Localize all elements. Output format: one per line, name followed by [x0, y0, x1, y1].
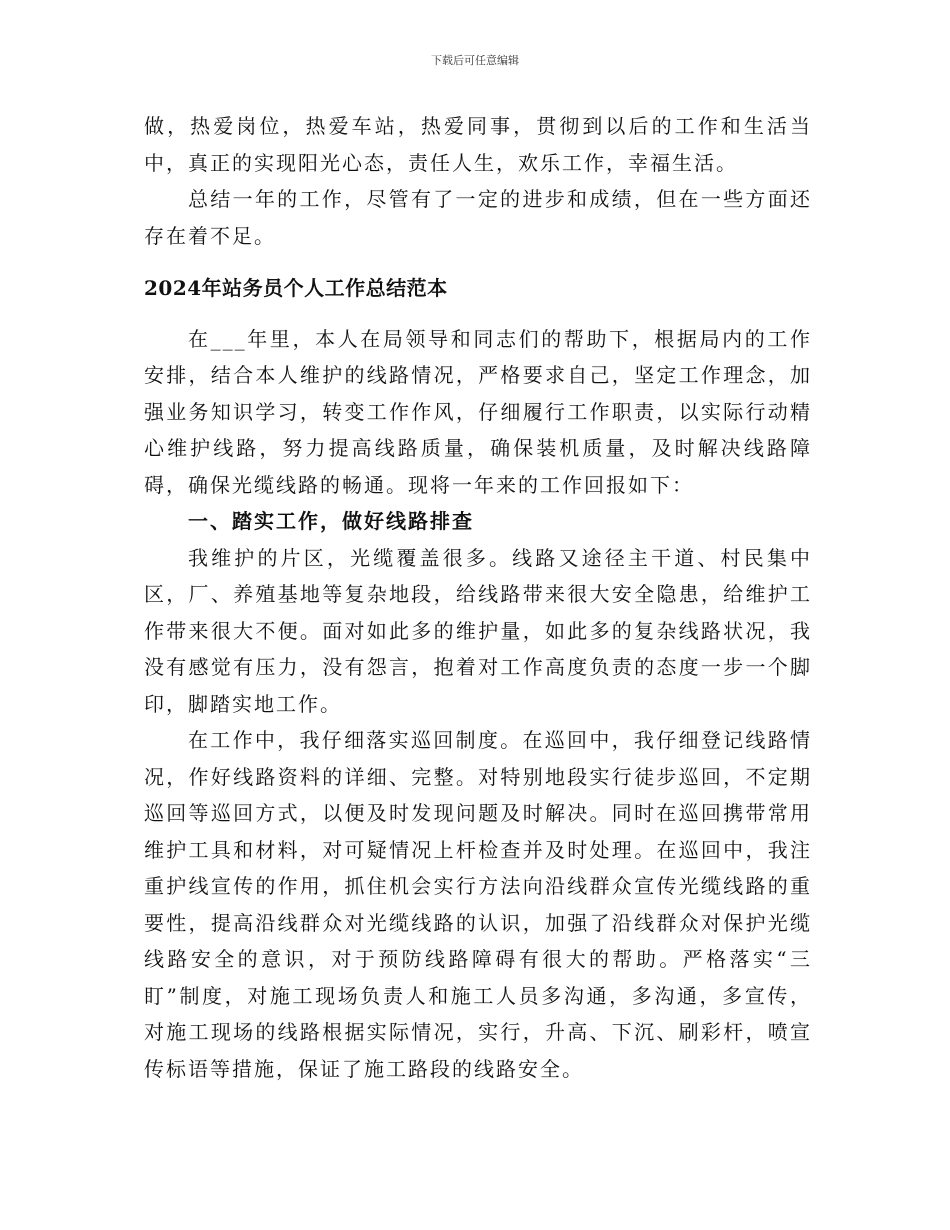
paragraph-continuation: 做，热爱岗位，热爱车站，热爱同事，贯彻到以后的工作和生活当中，真正的实现阳光心态，责任人生，欢乐工作，幸福生活。 [144, 114, 812, 175]
document-body [144, 108, 812, 1087]
paragraph-area: 我维护的片区，光缆覆盖很多。线路又途径主干道、村民集中区，厂、养殖基地等复杂地段，给线路带来很大安全隐患，给维护工作带来很大不便。面对如此多的维护量，如此多的复杂线路状况，我没有感觉有压力，没有怨言，抱着对工作高度负责的态度一步一个脚印，脚踏实地工作。 [144, 545, 812, 716]
paragraph-summary: 总结一年的工作，尽管有了一定的进步和成绩，但在一些方面还存在着不足。 [144, 187, 812, 248]
paragraph-intro: 在___年里，本人在局领导和同志们的帮助下，根据局内的工作安排，结合本人维护的线路情况，严格要求自己，坚定工作理念，加强业务知识学习，转变工作作风，仔细履行工作职责，以实际行动精心维护线路，努力提高线路质量，确保装机质量，及时解决线路障碍，确保光缆线路的畅通。现将一年来的工作回报如下： [144, 326, 812, 497]
header-note: 下载后可任意编辑 [431, 54, 519, 67]
paragraph-patrol: 在工作中，我仔细落实巡回制度。在巡回中，我仔细登记线路情况，作好线路资料的详细、完整。对特别地段实行徒步巡回，不定期巡回等巡回方式，以便及时发现问题及时解决。同时在巡回携带常用维护工具和材料，对可疑情况上杆检查并及时处理。在巡回中，我注重护线宣传的作用，抓住机会实行方法向沿线群众宣传光缆线路的重要性，提高沿线群众对光缆线路的认识，加强了沿线群众对保护光缆线路安全的意识，对于预防线路障碍有很大的帮助。严格落实“三盯”制度，对施工现场负责人和施工人员多沟通，多沟通，多宣传，对施工现场的线路根据实际情况，实行，升高、下沉、刷彩杆，喷宣传标语等措施，保证了施工路段的线路安全。 [144, 728, 812, 1081]
document-title: 2024年站务员个人工作总结范本 [144, 276, 448, 300]
section-heading: 一、踏实工作，做好线路排查 [188, 509, 474, 533]
